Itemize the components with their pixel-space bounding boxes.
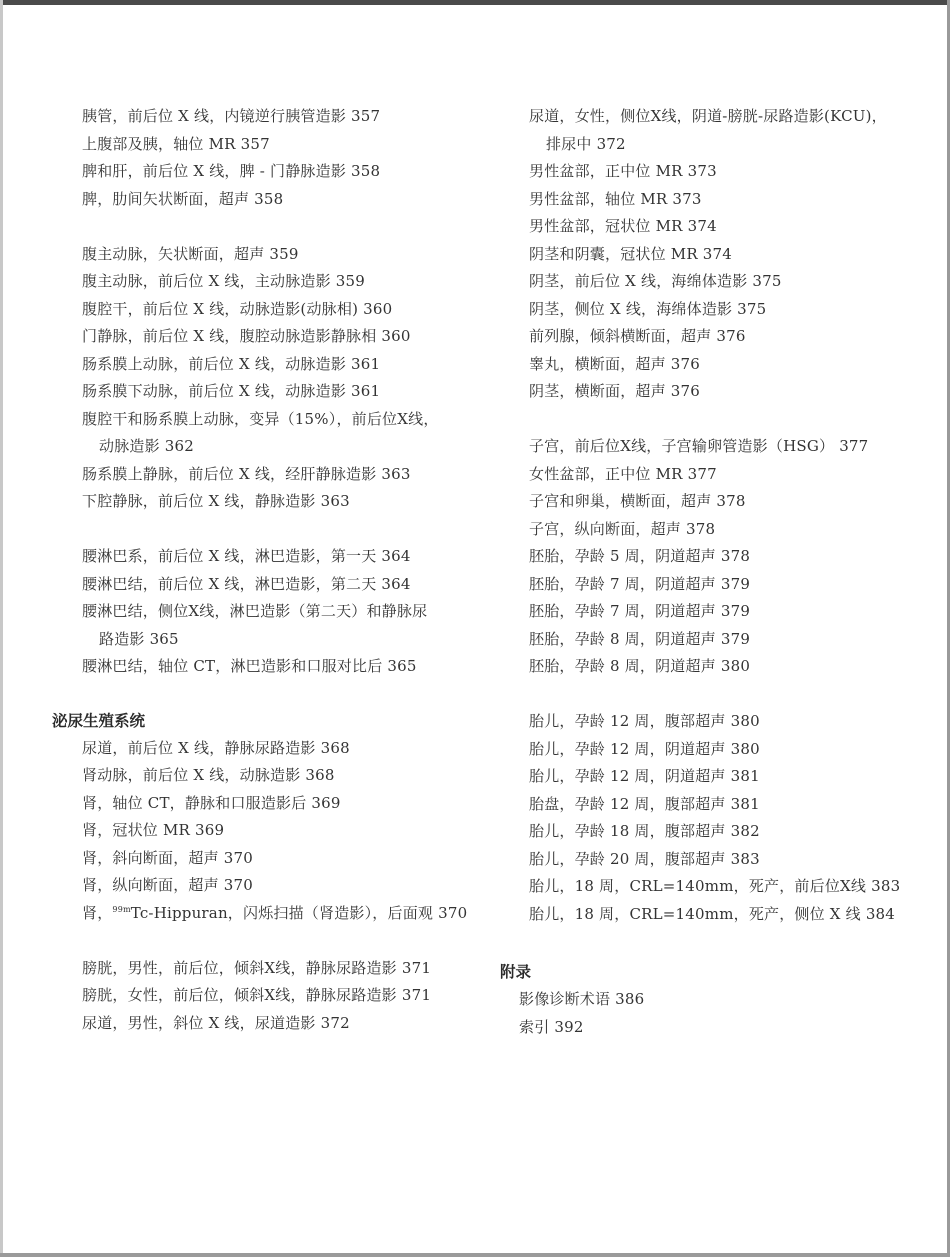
toc-entry[interactable]: 阴茎，前后位 X 线，海绵体造影 375	[529, 272, 782, 290]
toc-entry[interactable]: 男性盆部，冠状位 MR 374	[529, 217, 717, 235]
toc-entry[interactable]: 索引 392	[519, 1017, 584, 1036]
toc-entry[interactable]: 腹主动脉，矢状断面，超声 359	[82, 244, 299, 263]
page-bottom-edge	[0, 1253, 950, 1257]
toc-entry[interactable]: 子宫，纵向断面，超声 378	[529, 519, 716, 538]
toc-right-column	[529, 103, 929, 928]
toc-entry[interactable]: 阴茎，横断面，超声 376	[529, 382, 700, 400]
section-title: 附录	[500, 963, 532, 981]
toc-left-column	[52, 103, 492, 1037]
entry-prefix: 肾，	[82, 903, 113, 922]
group-spacer	[82, 516, 492, 544]
toc-entry[interactable]: 胎儿，孕龄 12 周，阴道超声 380	[529, 739, 760, 758]
toc-entry[interactable]: 胚胎，孕龄 7 周，阴道超声 379	[529, 574, 751, 593]
toc-entry[interactable]: 前列腺，倾斜横断面，超声 376	[529, 327, 746, 345]
toc-entry[interactable]: 尿道，男性，斜位 X 线，尿道造影 372	[82, 1013, 350, 1032]
group-spacer	[529, 681, 929, 709]
toc-entry[interactable]: 肾动脉，前后位 X 线，动脉造影 368	[82, 766, 335, 784]
toc-entry[interactable]: 尿道，前后位 X 线，静脉尿路造影 368	[82, 738, 350, 757]
toc-entry[interactable]: 阴茎，侧位 X 线，海绵体造影 375	[529, 299, 767, 318]
toc-entry[interactable]: 胎盘，孕龄 12 周，腹部超声 381	[529, 794, 760, 813]
toc-entry[interactable]: 腹腔干，前后位 X 线，动脉造影(动脉相) 360	[82, 299, 393, 318]
toc-entry[interactable]: 胚胎，孕龄 8 周，阴道超声 379	[529, 629, 751, 648]
toc-entry[interactable]: 胎儿，18 周，CRL=140mm，死产，前后位X线 383	[529, 877, 901, 895]
toc-entry[interactable]: 男性盆部，轴位 MR 373	[529, 189, 702, 208]
toc-entry[interactable]: 阴茎和阴囊，冠状位 MR 374	[529, 244, 733, 263]
toc-entry[interactable]: 肾，纵向断面，超声 370	[82, 876, 253, 894]
toc-entry-continuation[interactable]: 排尿中 372	[546, 134, 626, 153]
toc-entry[interactable]: 膀胱，男性，前后位，倾斜X线，静脉尿路造影 371	[82, 958, 432, 977]
toc-entry[interactable]: 腰淋巴结，前后位 X 线，淋巴造影，第二天 364	[82, 574, 411, 593]
toc-entry[interactable]: 肾，冠状位 MR 369	[82, 821, 225, 839]
section-title: 泌尿生殖系统	[52, 711, 146, 730]
group-spacer	[82, 927, 492, 955]
toc-entry[interactable]: 门静脉，前后位 X 线，腹腔动脉造影静脉相 360	[82, 327, 411, 345]
toc-entry[interactable]: 胎儿，孕龄 20 周，腹部超声 383	[529, 849, 760, 868]
toc-entry[interactable]: 肠系膜下动脉，前后位 X 线，动脉造影 361	[82, 382, 381, 400]
toc-entry[interactable]: 脾，肋间矢状断面，超声 358	[82, 189, 284, 208]
toc-entry[interactable]: 睾丸，横断面，超声 376	[529, 354, 700, 373]
toc-entry[interactable]: 下腔静脉，前后位 X 线，静脉造影 363	[82, 492, 350, 510]
toc-entry-continuation[interactable]: 路造影 365	[99, 629, 179, 648]
toc-entry[interactable]: 胰管，前后位 X 线，内镜逆行胰管造影 357	[82, 107, 381, 125]
toc-entry[interactable]: 肾，轴位 CT，静脉和口服造影后 369	[82, 793, 341, 812]
toc-entry[interactable]: 胎儿，孕龄 12 周，阴道超声 381	[529, 767, 760, 785]
toc-entry[interactable]: 子宫和卵巢，横断面，超声 378	[529, 492, 746, 510]
toc-entry[interactable]: 男性盆部，正中位 MR 373	[529, 162, 717, 180]
toc-entry[interactable]: 肾，斜向断面，超声 370	[82, 848, 253, 867]
toc-entry[interactable]: 腰淋巴结，轴位 CT，淋巴造影和口服对比后 365	[82, 657, 417, 675]
toc-entry[interactable]: 尿道，女性，侧位X线，阴道-膀胱-尿路造影(KCU)，	[529, 107, 887, 125]
toc-entry[interactable]: 胎儿，18 周，CRL=140mm，死产，侧位 X 线 384	[529, 904, 896, 923]
toc-entry[interactable]: 腹腔干和肠系膜上动脉，变异（15%），前后位X线，	[82, 409, 439, 428]
toc-entry[interactable]	[82, 900, 492, 928]
appendix-section	[500, 958, 920, 1041]
toc-entry[interactable]: 腰淋巴结，侧位X线，淋巴造影（第二天）和静脉尿	[82, 602, 428, 620]
toc-entry[interactable]: 子宫，前后位X线，子宫输卵管造影（HSG） 377	[529, 437, 869, 455]
group-spacer	[82, 681, 492, 707]
toc-entry[interactable]: 胚胎，孕龄 7 周，阴道超声 379	[529, 602, 751, 620]
toc-entry[interactable]: 脾和肝，前后位 X 线，脾 - 门静脉造影 358	[82, 162, 381, 180]
toc-entry[interactable]: 胎儿，孕龄 12 周，腹部超声 380	[529, 712, 760, 730]
toc-entry[interactable]: 肠系膜上动脉，前后位 X 线，动脉造影 361	[82, 354, 381, 373]
toc-entry[interactable]: 影像诊断术语 386	[519, 990, 645, 1008]
page-left-edge	[0, 0, 3, 1257]
toc-entry[interactable]: 女性盆部，正中位 MR 377	[529, 464, 717, 483]
toc-entry[interactable]: 胚胎，孕龄 8 周，阴道超声 380	[529, 657, 751, 675]
group-spacer	[529, 406, 929, 434]
page-top-edge	[0, 0, 950, 5]
group-spacer	[82, 213, 492, 241]
entry-text: Tc-Hippuran，闪烁扫描（肾造影），后面观 370	[130, 903, 468, 922]
toc-entry[interactable]: 膀胱，女性，前后位，倾斜X线，静脉尿路造影 371	[82, 986, 432, 1004]
toc-entry[interactable]: 腹主动脉，前后位 X 线，主动脉造影 359	[82, 272, 366, 290]
toc-entry[interactable]: 胚胎，孕龄 5 周，阴道超声 378	[529, 547, 751, 565]
toc-entry-continuation[interactable]: 动脉造影 362	[99, 437, 194, 455]
toc-entry[interactable]: 上腹部及胰，轴位 MR 357	[82, 134, 270, 153]
toc-entry[interactable]: 胎儿，孕龄 18 周，腹部超声 382	[529, 822, 760, 840]
toc-entry[interactable]: 腰淋巴系，前后位 X 线，淋巴造影，第一天 364	[82, 547, 411, 565]
isotope-superscript: 99m	[112, 904, 131, 914]
toc-entry[interactable]: 肠系膜上静脉，前后位 X 线，经肝静脉造影 363	[82, 464, 411, 483]
